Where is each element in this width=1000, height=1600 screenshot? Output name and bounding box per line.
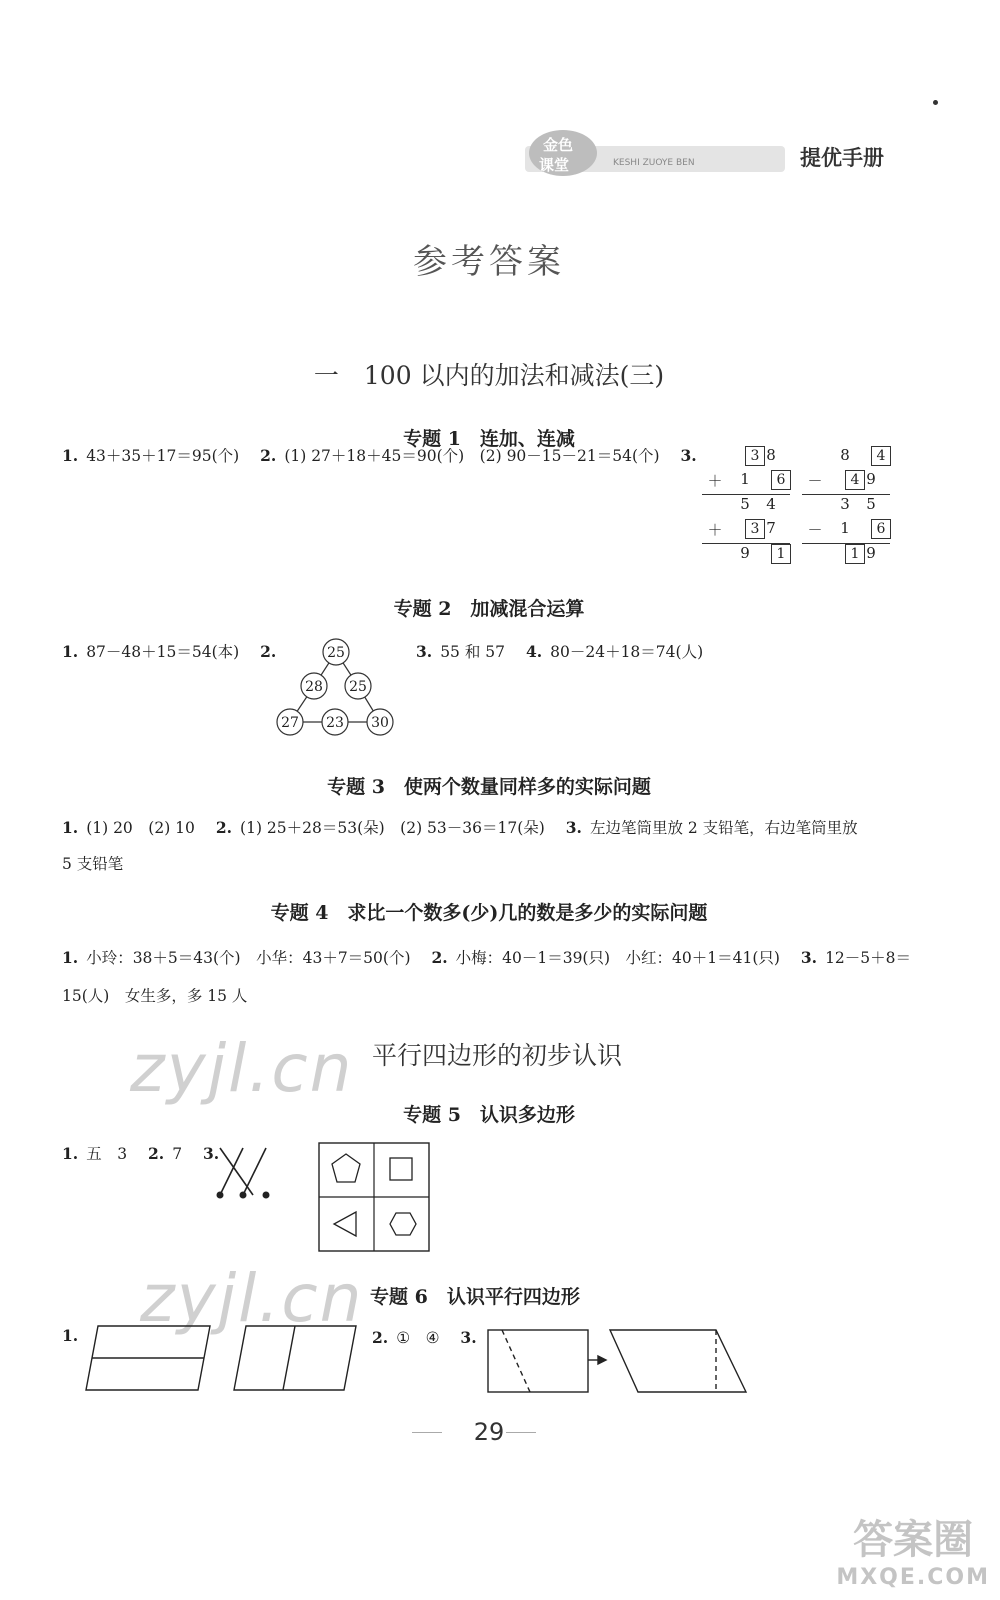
triangle-node: 25: [349, 679, 367, 695]
topic-4-title: 专题 4 求比一个数多(少)几的数是多少的实际问题: [270, 902, 708, 924]
triangle-node: 28: [305, 679, 323, 695]
digit: 4: [766, 495, 776, 513]
corner-watermark-bottom: MXQE.COM: [836, 1565, 990, 1590]
q-number: 4.: [525, 642, 543, 661]
page-number: 29: [473, 1418, 505, 1446]
topic-4-line: [62, 946, 911, 968]
topic-6-title: 专题 6 认识平行四边形: [370, 1286, 580, 1308]
page-number-rule-right: [506, 1432, 536, 1433]
filled-box: 1: [771, 544, 791, 564]
watermark: zyjl.cn: [130, 1030, 354, 1107]
operator: ＋: [707, 521, 723, 539]
q-number: 1.: [62, 948, 79, 967]
answer-text: 55 和 57: [440, 643, 505, 661]
answer-text: 7: [172, 1145, 183, 1163]
header-logo: [525, 128, 785, 178]
digit: 5: [866, 495, 876, 513]
number-triangle: [270, 636, 400, 742]
triangle-node: 30: [371, 715, 389, 731]
answer-text: (1) 25＋28＝53(朵) (2) 53－36＝17(朵): [240, 819, 545, 837]
dot-matching-figure: [208, 1140, 288, 1200]
answer-text: 五 3: [86, 1145, 128, 1163]
q-number: 3.: [203, 1144, 220, 1163]
triangle-node: 25: [327, 645, 345, 661]
filled-box: 4: [871, 446, 891, 466]
filled-box: 6: [771, 470, 791, 490]
q-number: 1.: [62, 1326, 79, 1345]
answer-text: ① ④: [396, 1329, 440, 1347]
q-number: 1.: [62, 642, 79, 661]
page-dot: [933, 100, 938, 105]
digit: 1: [840, 519, 850, 537]
q-number: 2.: [372, 1328, 389, 1347]
digit: 1: [740, 470, 750, 488]
answer-text: 43＋35＋17＝95(个): [86, 447, 240, 465]
digit: 3: [840, 495, 850, 513]
answer-text: (1) 20 (2) 10: [86, 819, 195, 837]
operator: －: [807, 521, 823, 539]
q-number: 2.: [260, 642, 277, 661]
q-number: 2.: [431, 948, 448, 967]
header-title: 提优手册: [800, 146, 884, 170]
vertical-calc-a: [700, 446, 790, 568]
q-number: 1.: [62, 446, 79, 465]
answer-text: (1) 27＋18＋45＝90(个) (2) 90－15－21＝54(个): [284, 447, 660, 465]
chapter-1-title: 一 100 以内的加法和减法(三): [313, 361, 665, 390]
answer-text: 12－5＋8＝: [825, 949, 912, 967]
logo-text-bottom: 课堂: [539, 156, 570, 174]
corner-watermark-top: 答案圈: [853, 1517, 974, 1563]
shapes-grid-figure: [318, 1142, 430, 1252]
page-title: 参考答案: [413, 242, 565, 282]
logo-roman: KESHI ZUOYE BEN: [613, 158, 695, 168]
digit: 9: [866, 544, 876, 562]
topic-5-title: 专题 5 认识多边形: [403, 1104, 575, 1126]
topic-1-line: [62, 444, 705, 466]
digit: 9: [740, 544, 750, 562]
triangle-node: 27: [281, 715, 299, 731]
answer-text: 左边笔筒里放 2 支铅笔，右边笔筒里放: [589, 819, 858, 837]
page-number-rule-left: [412, 1432, 442, 1433]
q-number: 2.: [260, 446, 277, 465]
topic-6-line-b: [372, 1326, 485, 1348]
corner-watermark: [836, 1508, 990, 1590]
q-number: 3.: [565, 818, 582, 837]
digit: 9: [866, 470, 876, 488]
chapter-2-title: 平行四边形的初步认识: [372, 1041, 623, 1070]
answer-text: 80－24＋18＝74(人): [550, 643, 704, 661]
logo-text-top: 金色: [543, 136, 574, 154]
topic-2-title: 专题 2 加减混合运算: [393, 598, 585, 620]
filled-box: 3: [745, 446, 765, 466]
q-number: 2.: [148, 1144, 165, 1163]
digit: 7: [766, 519, 776, 537]
topic-5-line: [62, 1142, 227, 1164]
filled-box: 3: [745, 519, 765, 539]
filled-box: 1: [845, 544, 865, 564]
topic-3-title: 专题 3 使两个数量同样多的实际问题: [327, 776, 651, 798]
q-number: 2.: [215, 818, 233, 837]
answer-text: 87－48＋15＝54(本): [86, 643, 240, 661]
q-number: 3.: [416, 642, 433, 661]
q-number: 3.: [680, 446, 697, 465]
topic-2-line-a: [62, 640, 284, 662]
topic-2-line-b: [416, 640, 703, 662]
topic-1-title: 专题 1 连加、连减: [403, 428, 575, 450]
topic-3-line-cont: 5 支铅笔: [62, 855, 124, 873]
answer-text: 小梅：40－1＝39(只) 小红：40＋1＝41(只): [455, 949, 780, 967]
answer-text: 小玲：38＋5＝43(个) 小华：43＋7＝50(个): [86, 949, 411, 967]
digit: 5: [740, 495, 750, 513]
topic-4-line-cont: 15(人) 女生多，多 15 人: [62, 987, 248, 1005]
digit: 8: [840, 446, 850, 464]
watermark-2: zyjl.cn: [140, 1260, 364, 1337]
operator: ＋: [707, 472, 723, 490]
parallelogram-division-figures: [70, 1322, 360, 1394]
operator: －: [807, 472, 823, 490]
topic-3-line: [62, 816, 858, 838]
q-number: 3.: [460, 1328, 477, 1347]
q-number: 1.: [62, 818, 79, 837]
digit: 8: [766, 446, 776, 464]
triangle-node: 23: [326, 715, 344, 731]
filled-box: 6: [871, 519, 891, 539]
filled-box: 4: [845, 470, 865, 490]
q-number: 1.: [62, 1144, 79, 1163]
q-number: 3.: [800, 948, 818, 967]
vertical-calc-b: [800, 446, 890, 568]
rectangle-to-parallelogram-figure: [480, 1326, 752, 1396]
